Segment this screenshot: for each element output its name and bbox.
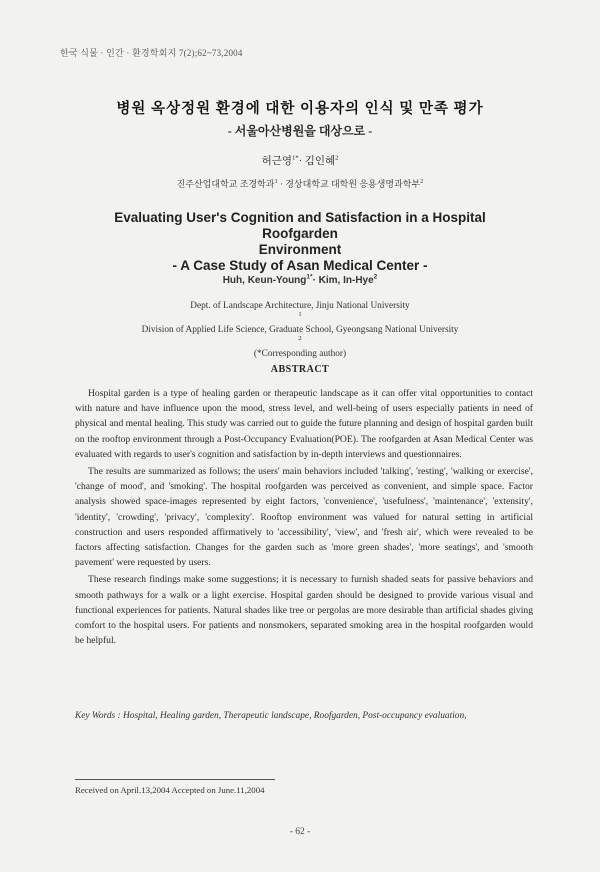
korean-affiliations bbox=[0, 177, 600, 190]
english-authors bbox=[0, 275, 600, 286]
keywords: Key Words : Hospital, Healing garden, Therapeutic landscape, Roofgarden, Post-occupancy evaluation, bbox=[75, 711, 467, 721]
english-author-separator: · bbox=[312, 275, 319, 286]
footnote-divider bbox=[75, 779, 275, 780]
korean-affiliation-1-mark: 1 bbox=[274, 178, 278, 185]
english-title-line-1: Evaluating User's Cognition and Satisfaction in a Hospital Roofgarden bbox=[114, 210, 486, 241]
korean-author-1: 허근영 bbox=[261, 156, 293, 167]
english-affiliation-1-mark: 1 bbox=[298, 310, 302, 318]
corresponding-author-note: (*Corresponding author) bbox=[253, 349, 347, 359]
korean-author-2: 김인혜 bbox=[304, 156, 336, 167]
korean-subtitle: - 서울아산병원을 대상으로 - bbox=[227, 124, 373, 138]
korean-author-2-mark: 2 bbox=[335, 154, 339, 162]
received-date: Received on April.13,2004 Accepted on June.11,2004 bbox=[75, 785, 265, 795]
english-title-line-2: Environment bbox=[258, 242, 342, 257]
korean-affiliation-separator: · bbox=[277, 179, 286, 189]
english-affiliation-1 bbox=[0, 300, 600, 324]
korean-author-1-mark: 1* bbox=[292, 154, 299, 162]
korean-affiliation-2: 경상대학교 대학원 응용생명과학부 bbox=[285, 179, 421, 189]
english-affiliation-2-mark: 2 bbox=[298, 334, 302, 342]
english-affiliations bbox=[0, 300, 600, 360]
english-author-2-mark: 2 bbox=[373, 273, 378, 281]
korean-title: 병원 옥상정원 환경에 대한 이용자의 인식 및 만족 평가 bbox=[116, 101, 484, 117]
english-title bbox=[90, 210, 510, 274]
english-author-1-mark: 1* bbox=[306, 273, 313, 281]
abstract-paragraph: Hospital garden is a type of healing garden or therapeutic landscape as it can offer vital opportunities to contact with nature and have influence upon the mood, stress level, and well-being of users especially patients in need of physical and mental healing. This study was carried out to guide the future planning and design of hospital garden built on the rooftop environment through a Post-Occupancy Evaluation(POE). The roofgarden at Asan Medical Center was evaluated with regards to user's cognition and satisfaction by in-depth interviews and questionnaires. bbox=[75, 388, 533, 460]
korean-authors bbox=[0, 153, 600, 168]
english-affiliation-1-text: Dept. of Landscape Architecture, Jinju National University bbox=[190, 301, 410, 311]
korean-affiliation-1: 진주산업대학교 조경학과 bbox=[176, 179, 275, 189]
english-author-1: Huh, Keun-Young bbox=[222, 275, 307, 286]
journal-header: 한국 식물 · 인간 · 환경학회지 7(2);62~73,2004 bbox=[60, 48, 243, 58]
english-title-line-3: - A Case Study of Asan Medical Center - bbox=[172, 258, 428, 273]
korean-author-separator: · bbox=[298, 156, 305, 167]
page-number: - 62 - bbox=[289, 827, 311, 837]
abstract-paragraph: These research findings make some suggestions; it is necessary to furnish shaded seats for passive behaviors and smooth pathways for a walk or a light exercise. Hospital garden should be designed to provide various visual and functional experiences for patients. Natural shades like tree or pergolas are more desirable than artificial shades giving comfort to the hospital users. For patients and nonsmokers, separated smoking area in the hospital roofgarden would be helpful. bbox=[75, 574, 533, 647]
english-affiliation-2-text: Division of Applied Life Science, Graduate School, Gyeongsang National University bbox=[141, 325, 459, 335]
abstract-heading: ABSTRACT bbox=[270, 364, 330, 375]
korean-affiliation-2-mark: 2 bbox=[420, 178, 424, 185]
abstract-body bbox=[75, 386, 533, 650]
abstract-paragraph: The results are summarized as follows; the users' main behaviors included 'talking', 'resting', 'walking or exercise', 'change of mood', and 'smoking'. The hospital roofgarden was perceived as convenient, and simple space. Factor analysis showed space-images represented by eight factors, 'convenience', 'usefulness', 'maintenance', 'extensity', 'identity', 'crowding', 'privacy', 'complexity'. Rooftop environment was valued for natural setting in artificial construction and users responded affirmatively to 'accessibility', 'view', and 'fresh air', which were revealed to be factors affecting satisfaction. Changes for the garden such as 'more green shades', 'more seatings', and 'smooth pavement' were requested by users. bbox=[75, 466, 533, 569]
english-affiliation-2 bbox=[0, 324, 600, 348]
english-author-2: Kim, In-Hye bbox=[318, 275, 374, 286]
